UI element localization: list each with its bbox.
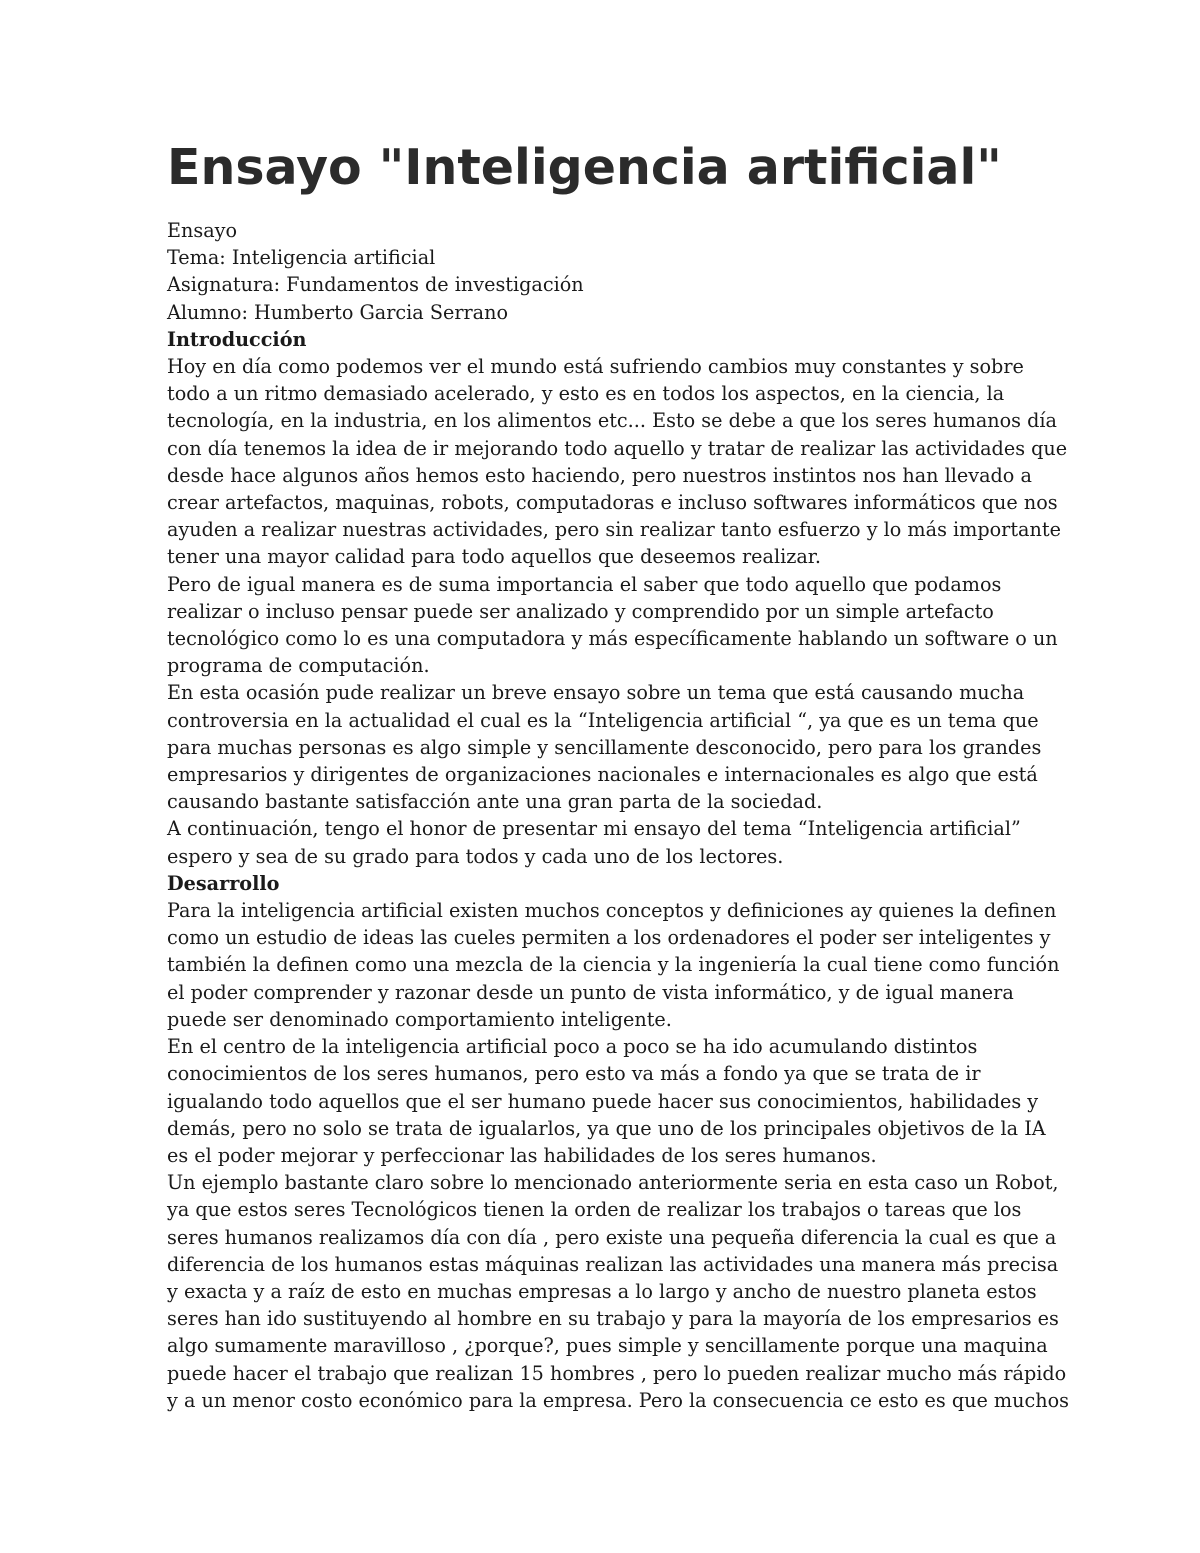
- section-introduccion: [167, 353, 1068, 870]
- introduccion-text-line: Pero de igual manera es de suma importancia el saber que todo aquello que podamos: [167, 572, 1002, 596]
- introduccion-text-line: tecnológico como lo es una computadora y más específicamente hablando un software o un: [167, 627, 1058, 651]
- introduccion-text-line: crear artefactos, maquinas, robots, computadoras e incluso softwares informáticos que nos: [167, 491, 1058, 515]
- desarrollo-text-line: diferencia de los humanos estas máquinas realizan las actividades una manera más precisa: [167, 1252, 1059, 1276]
- desarrollo-text-line: puede hacer el trabajo que realizan 15 hombres , pero lo pueden realizar mucho más rápido: [167, 1361, 1067, 1385]
- section-desarrollo: [167, 897, 1069, 1414]
- introduccion-text-line: empresarios y dirigentes de organizaciones nacionales e internacionales es algo que está: [167, 763, 1038, 787]
- desarrollo-text-line: el poder comprender y razonar desde un punto de vista informático, y de igual manera: [167, 980, 1014, 1004]
- document-title: Ensayo "Inteligencia artificial": [167, 139, 1002, 196]
- desarrollo-text-line: seres humanos realizamos día con día , pero existe una pequeña diferencia la cual es que a: [167, 1225, 1057, 1249]
- desarrollo-text-line: como un estudio de ideas las cueles permiten a los ordenadores el poder ser inteligentes y: [167, 926, 1051, 950]
- introduccion-text-line: todo a un ritmo demasiado acelerado, y esto es en todos los aspectos, en la ciencia, la: [167, 382, 1005, 406]
- desarrollo-text-line: Un ejemplo bastante claro sobre lo mencionado anteriormente seria en esta caso un Robot,: [167, 1171, 1059, 1195]
- document-subject: Asignatura: Fundamentos de investigación: [167, 273, 584, 297]
- introduccion-text-line: controversia en la actualidad el cual es la “Inteligencia artificial “, ya que es un tema que: [167, 708, 1039, 732]
- introduccion-text-line: A continuación, tengo el honor de presentar mi ensayo del tema “Inteligencia artificial”: [167, 817, 1021, 841]
- desarrollo-text-line: también la definen como una mezcla de la ciencia y la ingeniería la cual tiene como función: [167, 953, 1060, 977]
- introduccion-text-line: con día tenemos la idea de ir mejorando todo aquello y tratar de realizar las actividades que: [167, 436, 1068, 460]
- desarrollo-text-line: demás, pero no solo se trata de igualarlos, ya que uno de los principales objetivos de la IA: [167, 1116, 1046, 1140]
- desarrollo-text-line: y exacta y a raíz de esto en muchas empresas a lo largo y ancho de nuestro planeta estos: [167, 1279, 1037, 1303]
- desarrollo-text-line: puede ser denominado comportamiento inteligente.: [167, 1007, 672, 1031]
- document-type: Ensayo: [167, 219, 238, 242]
- introduccion-text-line: realizar o incluso pensar puede ser analizado y comprendido por un simple artefacto: [167, 599, 994, 623]
- desarrollo-text-line: ya que estos seres Tecnológicos tienen la orden de realizar los trabajos o tareas que los: [167, 1198, 1022, 1222]
- desarrollo-text-line: igualando todo aquellos que el ser humano puede hacer sus conocimientos, habilidades y: [167, 1089, 1039, 1113]
- introduccion-text-line: ayuden a realizar nuestras actividades, pero sin realizar tanto esfuerzo y lo más importante: [167, 518, 1061, 542]
- desarrollo-text-line: y a un menor costo económico para la empresa. Pero la consecuencia ce esto es que muchos: [167, 1388, 1069, 1412]
- document-topic: Tema: Inteligencia artificial: [167, 246, 436, 270]
- introduccion-text-line: En esta ocasión pude realizar un breve ensayo sobre un tema que está causando mucha: [167, 681, 1025, 705]
- introduccion-text-line: para muchas personas es algo simple y sencillamente desconocido, pero para los grandes: [167, 735, 1042, 759]
- document-body: [167, 217, 1069, 1414]
- desarrollo-text-line: Para la inteligencia artificial existen muchos conceptos y definiciones ay quienes la definen: [167, 899, 1057, 923]
- introduccion-text-line: causando bastante satisfacción ante una gran parta de la sociedad.: [167, 790, 823, 814]
- section-heading-introduccion: Introducción: [167, 327, 307, 351]
- desarrollo-text-line: conocimientos de los seres humanos, pero esto va más a fondo ya que se trata de ir: [167, 1062, 981, 1086]
- introduccion-text-line: programa de computación.: [167, 654, 430, 678]
- desarrollo-text-line: algo sumamente maravilloso , ¿porque?, pues simple y sencillamente porque una maquina: [167, 1334, 1048, 1358]
- desarrollo-text-line: es el poder mejorar y perfeccionar las habilidades de los seres humanos.: [167, 1143, 877, 1167]
- introduccion-text-line: desde hace algunos años hemos esto haciendo, pero nuestros instintos nos han llevado a: [167, 463, 1032, 487]
- introduccion-text-line: tecnología, en la industria, en los alimentos etc... Esto se debe a que los seres humanos día: [167, 409, 1057, 433]
- section-heading-desarrollo: Desarrollo: [167, 871, 280, 895]
- introduccion-text-line: espero y sea de su grado para todos y cada uno de los lectores.: [167, 844, 784, 868]
- introduccion-text-line: Hoy en día como podemos ver el mundo está sufriendo cambios muy constantes y sobre: [167, 355, 1024, 379]
- document-student: Alumno: Humberto Garcia Serrano: [167, 300, 509, 324]
- desarrollo-text-line: seres han ido sustituyendo al hombre en su trabajo y para la mayoría de los empresarios es: [167, 1307, 1059, 1331]
- introduccion-text-line: tener una mayor calidad para todo aquellos que deseemos realizar.: [167, 545, 821, 569]
- desarrollo-text-line: En el centro de la inteligencia artificial poco a poco se ha ido acumulando distintos: [167, 1035, 978, 1059]
